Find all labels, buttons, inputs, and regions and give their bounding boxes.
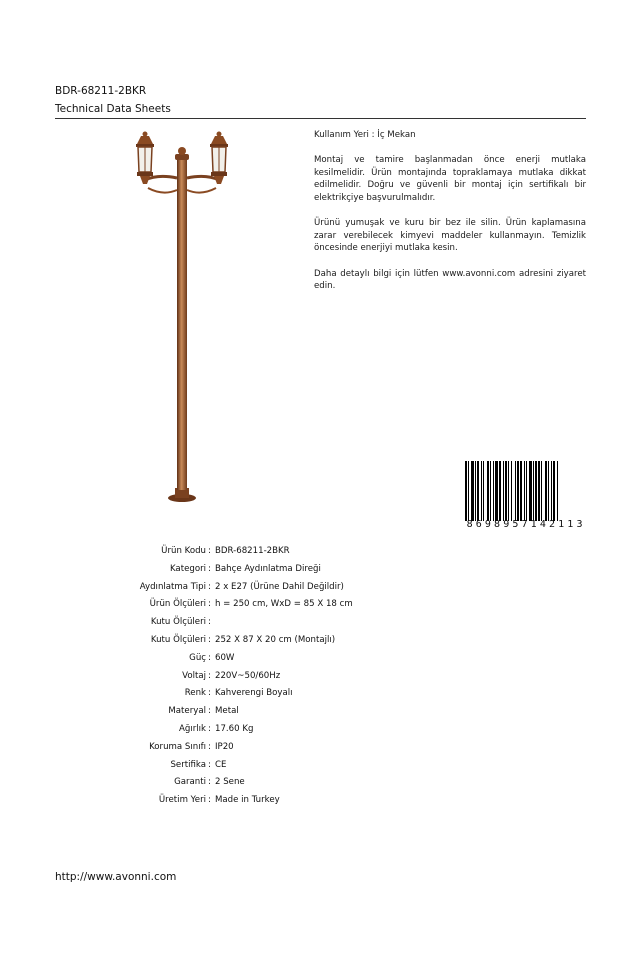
spec-value: BDR-68211-2BKR <box>215 546 290 556</box>
installation-warning: Montaj ve tamire başlanmadan önce enerji mutlaka kesilmelidir. Ürün montajında topraklamaya mutlaka dikkat edilmelidir. Doğru ve güvenli bir montaj için sertifikalı bir elektrikçiye başvurulmalıdır. <box>314 155 586 203</box>
header-divider <box>55 118 586 119</box>
spec-row <box>0 721 640 739</box>
barcode-bar <box>471 461 474 521</box>
spec-key: Kutu Ölçüleri <box>150 634 206 645</box>
product-code-heading: BDR-68211-2BKR <box>55 85 147 97</box>
spec-key: Ürün Kodu <box>161 546 206 556</box>
barcode-bar <box>475 461 476 521</box>
spec-separator: : <box>208 795 211 806</box>
barcode-bar <box>529 461 532 521</box>
spec-row <box>0 579 640 597</box>
website-note: Daha detaylı bilgi için lütfen www.avonni.com adresini ziyaret edin. <box>314 268 586 292</box>
spec-value: 60W <box>215 652 235 663</box>
spec-value: 252 X 87 X 20 cm (Montajlı) <box>215 634 336 645</box>
barcode-bar <box>490 461 491 521</box>
spec-key: Aydınlatma Tipi <box>139 581 206 592</box>
spec-separator: : <box>208 634 211 645</box>
barcode-bar <box>551 461 552 521</box>
barcode-bar <box>483 461 484 521</box>
barcode-bar <box>487 461 489 521</box>
spec-separator: : <box>208 652 211 663</box>
barcode <box>465 461 584 533</box>
footer-url[interactable]: http://www.avonni.com <box>55 871 177 883</box>
barcode-digit: 1 <box>558 519 565 530</box>
barcode-bar <box>503 461 504 521</box>
barcode-digit: 2 <box>548 519 555 530</box>
spec-separator: : <box>208 706 211 717</box>
spec-separator: : <box>208 723 211 734</box>
barcode-digit: 6 <box>475 519 482 530</box>
spec-key: Voltaj <box>182 670 206 681</box>
spec-value: 220V~50/60Hz <box>215 670 281 681</box>
spec-value: Metal <box>215 706 239 717</box>
spec-separator: : <box>208 688 211 699</box>
spec-key: Ürün Ölçüleri <box>149 599 206 610</box>
document-subtitle: Technical Data Sheets <box>55 103 171 115</box>
spec-value: Kahverengi Boyalı <box>215 688 293 699</box>
spec-separator: : <box>208 759 211 770</box>
spec-key: Kutu Ölçüleri <box>150 617 206 628</box>
barcode-bar <box>511 461 512 521</box>
barcode-digit: 4 <box>539 519 546 530</box>
barcode-digit: 9 <box>503 519 510 530</box>
spec-key: Garanti <box>174 777 206 788</box>
document-header <box>55 83 585 117</box>
barcode-bar <box>493 461 494 521</box>
spec-row <box>0 614 640 632</box>
spec-separator: : <box>208 617 211 628</box>
spec-separator: : <box>208 670 211 681</box>
barcode-bar <box>495 461 498 521</box>
spec-separator: : <box>208 546 211 556</box>
barcode-digit: 3 <box>576 519 583 530</box>
spec-key: Renk <box>184 688 206 699</box>
barcode-bar <box>468 461 469 521</box>
barcode-bar <box>526 461 527 521</box>
spec-key: Koruma Sınıfı <box>149 741 206 752</box>
barcode-bar <box>538 461 540 521</box>
barcode-bar <box>505 461 507 521</box>
spec-row <box>0 668 640 686</box>
barcode-digit: 7 <box>521 519 528 530</box>
spec-key: Üretim Yeri <box>158 795 206 806</box>
spec-separator: : <box>208 599 211 610</box>
barcode-digit: 1 <box>567 519 574 530</box>
spec-row <box>0 650 640 668</box>
barcode-bar <box>477 461 479 521</box>
spec-separator: : <box>208 581 211 592</box>
spec-separator: : <box>208 741 211 752</box>
spec-value: Bahçe Aydınlatma Direği <box>215 563 321 574</box>
spec-row <box>0 792 640 810</box>
barcode-bar <box>520 461 522 521</box>
spec-row <box>0 703 640 721</box>
barcode-bar <box>533 461 534 521</box>
spec-row <box>0 543 640 561</box>
spec-separator: : <box>208 777 211 788</box>
barcode-digit: 9 <box>484 519 491 530</box>
barcode-digit: 1 <box>530 519 537 530</box>
barcode-bar <box>517 461 519 521</box>
spec-row <box>0 561 640 579</box>
spec-value: CE <box>215 759 227 770</box>
barcode-bar <box>548 461 549 521</box>
barcode-bar <box>508 461 509 521</box>
barcode-digit: 8 <box>466 519 473 530</box>
barcode-digits <box>465 519 584 531</box>
spec-table <box>0 543 640 810</box>
barcode-bars <box>465 461 584 521</box>
spec-row <box>0 632 640 650</box>
barcode-digit: 5 <box>512 519 519 530</box>
spec-row <box>0 757 640 775</box>
spec-key: Güç <box>189 652 206 663</box>
spec-value: h = 250 cm, WxD = 85 X 18 cm <box>215 599 353 610</box>
barcode-digit: 8 <box>494 519 501 530</box>
cleaning-instructions: Ürünü yumuşak ve kuru bir bez ile silin. Ürün kaplamasına zarar verebilecek kimyevi maddeler kullanmayın. Temizlik öncesinde enerjiyi mutlaka kesin. <box>314 218 586 254</box>
spec-key: Ağırlık <box>178 723 206 734</box>
barcode-bar <box>553 461 555 521</box>
barcode-bar <box>465 461 467 521</box>
usage-location: Kullanım Yeri : İç Mekan <box>314 130 416 140</box>
spec-value: 2 x E27 (Ürüne Dahil Değildir) <box>215 581 344 592</box>
spec-row <box>0 774 640 792</box>
barcode-bar <box>524 461 525 521</box>
spec-key: Kategori <box>169 563 206 574</box>
barcode-bar <box>515 461 516 521</box>
spec-value: IP20 <box>215 741 234 752</box>
info-block <box>314 129 586 305</box>
barcode-bar <box>535 461 537 521</box>
spec-row <box>0 685 640 703</box>
spec-key: Sertifika <box>170 759 206 770</box>
spec-key: Materyal <box>168 706 206 717</box>
spec-row <box>0 739 640 757</box>
barcode-bar <box>481 461 482 521</box>
barcode-bar <box>545 461 547 521</box>
barcode-bar <box>541 461 542 521</box>
spec-value: 2 Sene <box>215 777 245 788</box>
spec-value: 17.60 Kg <box>215 723 254 734</box>
barcode-bar <box>499 461 501 521</box>
lamp-post-image <box>128 130 236 505</box>
barcode-bar <box>557 461 558 521</box>
spec-separator: : <box>208 563 211 574</box>
spec-value: Made in Turkey <box>215 795 280 806</box>
spec-row <box>0 596 640 614</box>
